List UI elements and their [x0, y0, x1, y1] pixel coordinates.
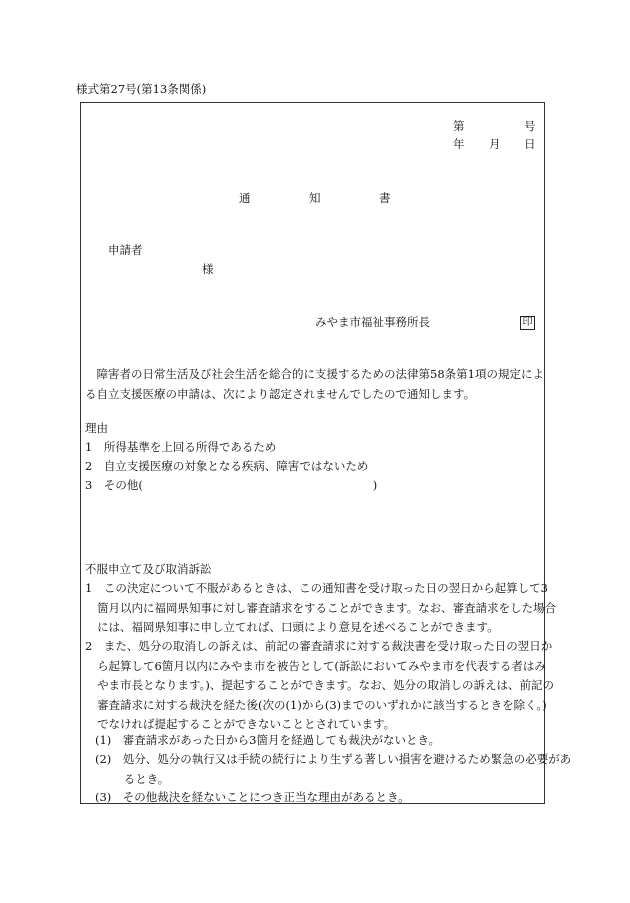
seal-mark: 印	[520, 316, 535, 330]
issuer-name: みやま市福祉事務所長	[315, 315, 430, 329]
number-suffix: 号	[524, 119, 536, 133]
month-label: 月	[489, 137, 501, 151]
sub-item-3: (3) その他裁決を経ないことにつき正当な理由があるとき。	[95, 790, 410, 804]
reason-item-1: 1 所得基準を上回る所得であるため	[85, 440, 277, 454]
appeal-heading: 不服申立て及び取消訴訟	[85, 562, 212, 576]
title-char-3: 書	[379, 191, 391, 205]
sub-item-2: (2) 処分、処分の執行又は手続の続行により生ずる著しい損害を避けるため緊急の必要があるとき。	[95, 752, 572, 786]
appeal-item-2: 2 また、処分の取消しの訴えは、前記の審査請求に対する裁決書を受け取った日の翌日から起算して6箇月以内にみやま市を被告として(訴訟においてみやま市を代表する者はみやま市長となります。)、提起することができます。なお、処分の取消しの訴えは、前記の審査請求に対する裁決を経た後(次の(1)から(3)までのいずれかに該当するときを除く。)でなければ提起することができないこととされています。	[85, 639, 554, 731]
form-number-label: 様式第27号(第13条関係)	[76, 82, 207, 96]
body-paragraph: 障害者の日常生活及び社会生活を総合的に支援するための法律第58条第1項の規定による自立支援医療の申請は、次により認定されませんでしたので通知します。	[85, 367, 544, 401]
honorific: 様	[202, 262, 214, 276]
appeal-item-1: 1 この決定について不服があるときは、この通知書を受け取った日の翌日から起算して3箇月以内に福岡県知事に対し審査請求をすることができます。なお、審査請求をした場合には、福岡県知事に申し立てれば、口頭により意見を述べることができます。	[85, 581, 557, 634]
sub-item-1: (1) 審査請求があった日から3箇月を経過しても裁決がないとき。	[95, 733, 441, 747]
title-char-2: 知	[309, 191, 321, 205]
year-label: 年	[453, 137, 465, 151]
reason-item-3: 3 その他( )	[85, 478, 378, 492]
applicant-label: 申請者	[108, 243, 143, 257]
reason-item-2: 2 自立支援医療の対象となる疾病、障害ではないため	[85, 459, 369, 473]
number-prefix: 第	[453, 119, 465, 133]
reason-heading: 理由	[85, 421, 108, 435]
day-label: 日	[524, 137, 536, 151]
title-char-1: 通	[239, 191, 251, 205]
